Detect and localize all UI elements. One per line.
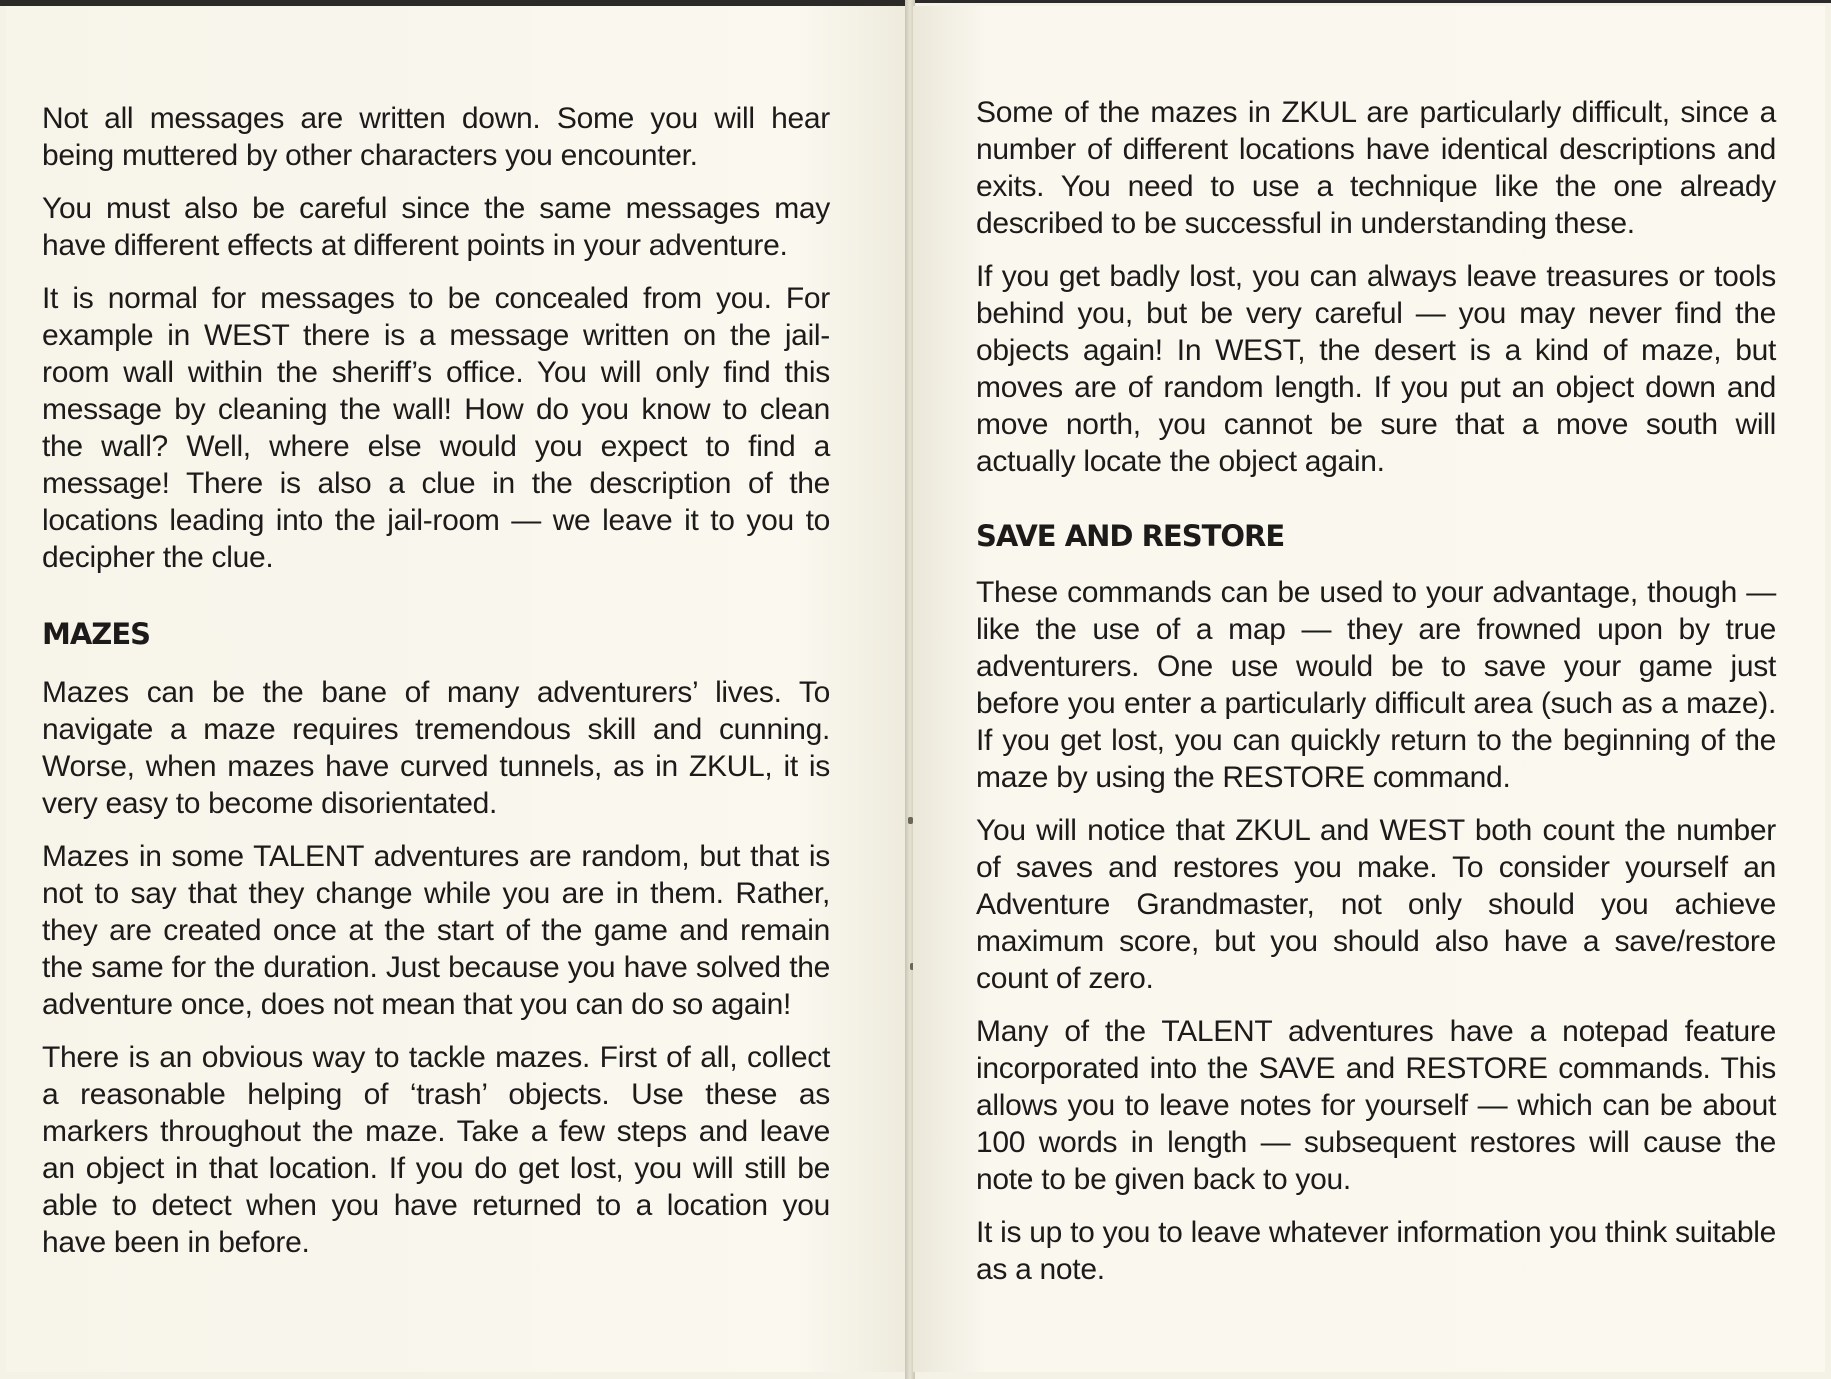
right-page bbox=[913, 6, 1825, 1372]
paragraph-mazes-tackle: There is an obvious way to tackle mazes. First of all, collect a reasonable helping of ‘trash’ objects. Use these as markers throughout the maze. Take a few steps and leave an object in that location. If you do get lost, you will still be able to detect when you have returned to a location you have been in before. bbox=[42, 1041, 830, 1259]
left-page bbox=[6, 6, 908, 1372]
heading-save-and-restore: SAVE AND RESTORE bbox=[976, 519, 1285, 553]
right-page-text bbox=[976, 94, 1776, 1304]
paragraph-notepad-feature: Many of the TALENT adventures have a notepad feature incorporated into the SAVE and RESTORE commands. This allows you to leave notes for yourself — which can be about 100 words in length — subsequent restores will cause the note to be given back to you. bbox=[976, 1015, 1776, 1196]
paragraph-mazes-bane: Mazes can be the bane of many adventurers’ lives. To navigate a maze requires tremendous skill and cunning. Worse, when mazes have curved tunnels, as in ZKUL, it is very easy to become disorientated. bbox=[42, 676, 830, 820]
left-page-text bbox=[42, 100, 830, 1277]
heading-mazes: MAZES bbox=[42, 617, 151, 651]
paragraph-messages-heard: Not all messages are written down. Some you will hear being muttered by other characters you encounter. bbox=[42, 102, 830, 172]
paragraph-badly-lost: If you get badly lost, you can always leave treasures or tools behind you, but be very careful — you may never find the objects again! In WEST, the desert is a kind of maze, but moves are of random length. If you put an object down and move north, you cannot be sure that a move south will actually locate the object again. bbox=[976, 260, 1776, 478]
paragraph-leave-information: It is up to you to leave whatever information you think suitable as a note. bbox=[976, 1216, 1776, 1286]
paragraph-messages-concealed: It is normal for messages to be concealed from you. For example in WEST there is a message written on the jail-room wall within the sheriff’s office. You will only find this message by cleaning the wall! How do you know to clean the wall? Well, where else would you expect to find a message! There is also a clue in the description of the locations leading into the jail-room — we leave it to you to decipher the clue. bbox=[42, 282, 830, 574]
paragraph-zkul-mazes: Some of the mazes in ZKUL are particularly difficult, since a number of different locations have identical descriptions and exits. You need to use a technique like the one already described to be successful in understanding these. bbox=[976, 96, 1776, 240]
paragraph-messages-careful: You must also be careful since the same messages may have different effects at different points in your adventure. bbox=[42, 192, 830, 262]
paragraph-commands-advantage: These commands can be used to your advantage, though — like the use of a map — they are frowned upon by true adventurers. One use would be to save your game just before you enter a particularly difficult area (such as a maze). If you get lost, you can quickly return to the beginning of the maze by using the RESTORE command. bbox=[976, 576, 1776, 794]
paragraph-mazes-random: Mazes in some TALENT adventures are random, but that is not to say that they change while you are in them. Rather, they are created once at the start of the game and remain the same for the duration. Just because you have solved the adventure once, does not mean that you can do so again! bbox=[42, 840, 830, 1021]
top-edge-shadow-right bbox=[915, 0, 1831, 3]
paragraph-save-count: You will notice that ZKUL and WEST both count the number of saves and restores you make. To consider yourself an Adventure Grandmaster, not only should you achieve maximum score, but you should also have a save/restore count of zero. bbox=[976, 814, 1776, 995]
